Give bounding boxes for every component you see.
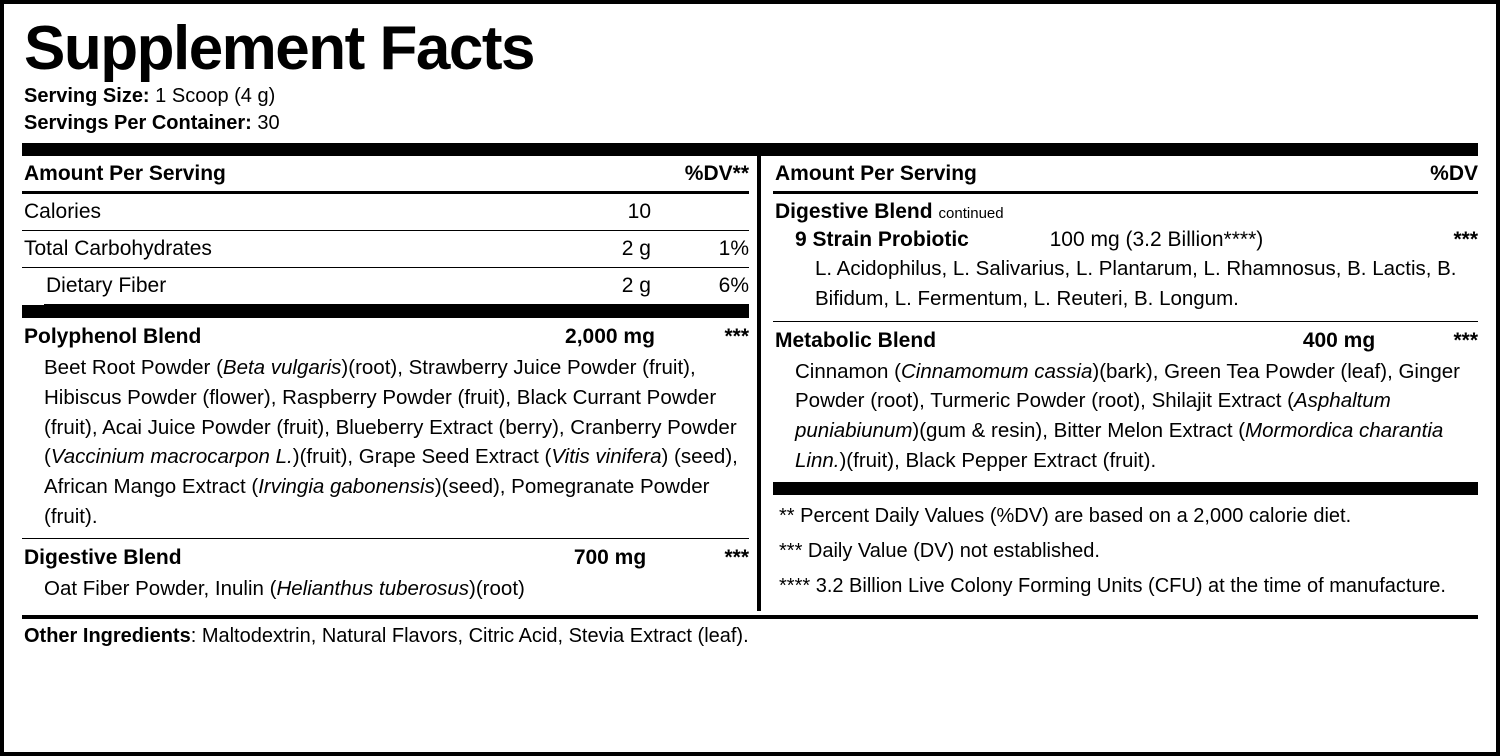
left-thick-rule bbox=[22, 305, 749, 318]
footnote-item: ** Percent Daily Values (%DV) are based on a 2,000 calorie diet. bbox=[779, 505, 1352, 528]
other-ingredients-label: Other Ingredients bbox=[24, 625, 191, 648]
blend-amount: 2,000 mg bbox=[565, 325, 655, 349]
left-column bbox=[22, 156, 757, 611]
blend-dv: *** bbox=[724, 546, 749, 570]
right-dv-header: %DV bbox=[1430, 162, 1478, 186]
right-thick-rule bbox=[773, 482, 1478, 495]
blend-name: Digestive Blend bbox=[775, 200, 933, 224]
polyphenol-blend-row bbox=[22, 318, 749, 351]
digestive-ingredients: Oat Fiber Powder, Inulin (Helianthus tuberosus)(root) bbox=[44, 577, 525, 601]
nutrient-name: Dietary Fiber bbox=[46, 274, 167, 298]
table-row bbox=[44, 268, 749, 305]
serving-size-value: 1 Scoop (4 g) bbox=[155, 85, 276, 108]
probiotic-strain-list: L. Acidophilus, L. Salivarius, L. Plantarum, L. Rhamnosus, B. Lactis, B. Bifidum, L. Fermentum, L. Reuteri, B. Longum. bbox=[773, 252, 1478, 321]
digestive-blend-row bbox=[22, 539, 749, 572]
column-divider bbox=[757, 156, 761, 611]
probiotic-name: 9 Strain Probiotic bbox=[795, 228, 969, 252]
footnote-item: **** 3.2 Billion Live Colony Forming Units (CFU) at the time of manufacture. bbox=[779, 575, 1446, 598]
blend-amount: 700 mg bbox=[573, 546, 647, 570]
footnote-item: *** Daily Value (DV) not established. bbox=[779, 540, 1100, 563]
blend-name: Metabolic Blend bbox=[775, 328, 937, 352]
left-header-row bbox=[22, 156, 749, 194]
right-column bbox=[767, 156, 1478, 611]
probiotic-row bbox=[773, 224, 1478, 252]
blend-dv: *** bbox=[724, 325, 749, 349]
servings-per-container-value: 30 bbox=[257, 112, 280, 135]
top-thick-rule bbox=[22, 143, 1478, 156]
continued-label: continued bbox=[938, 205, 1004, 223]
nutrient-name: Total Carbohydrates bbox=[24, 237, 212, 261]
footnotes bbox=[773, 499, 1478, 604]
other-ingredients-value: : Maltodextrin, Natural Flavors, Citric Acid, Stevia Extract (leaf). bbox=[190, 625, 749, 648]
polyphenol-ingredients: Beet Root Powder (Beta vulgaris)(root), Strawberry Juice Powder (fruit), Hibiscus Powder (flower), Raspberry Powder (fruit), Black Currant Powder (fruit), Acai Juice Powder (fruit), Blueberry Extract (berry), Cranberry Powder (Vaccinium macrocarpon L.)(fruit), Grape Seed Extract (Vitis vinifera) (seed), African Mango Extract (Irvingia gabonensis)(seed), Pomegranate Powder (fruit). bbox=[22, 351, 749, 539]
serving-size-label: Serving Size: bbox=[24, 85, 150, 108]
probiotic-amount: 100 mg (3.2 Billion****) bbox=[1049, 228, 1264, 252]
other-ingredients bbox=[24, 625, 1478, 650]
digestive-blend-continued-head bbox=[773, 194, 1478, 224]
nutrient-amount: 2 g bbox=[621, 274, 651, 298]
servings-per-container-line bbox=[24, 110, 1478, 137]
blend-name: Polyphenol Blend bbox=[24, 325, 202, 349]
other-ingredients-rule bbox=[22, 615, 1478, 619]
probiotic-dv: *** bbox=[1453, 228, 1478, 252]
blend-amount: 400 mg bbox=[1302, 328, 1376, 352]
right-amount-header: Amount Per Serving bbox=[775, 162, 977, 186]
nutrient-dv: 6% bbox=[718, 274, 749, 298]
page-title: Supplement Facts bbox=[24, 14, 534, 83]
right-header-row bbox=[773, 156, 1478, 194]
nutrient-dv: 1% bbox=[718, 237, 749, 261]
nutrient-name: Calories bbox=[24, 200, 102, 224]
nutrient-amount: 10 bbox=[627, 200, 651, 224]
facts-columns bbox=[22, 156, 1478, 611]
left-amount-header: Amount Per Serving bbox=[24, 162, 226, 186]
nutrient-amount: 2 g bbox=[621, 237, 651, 261]
left-dv-header: %DV** bbox=[684, 162, 749, 186]
metabolic-blend-row bbox=[773, 322, 1478, 355]
table-row bbox=[22, 194, 749, 231]
metabolic-ingredients: Cinnamon (Cinnamomum cassia)(bark), Green Tea Powder (leaf), Ginger Powder (root), Turmeric Powder (root), Shilajit Extract (Asphaltum puniabiunum)(gum & resin), Bitter Melon Extract (Mormordica charantia Linn.)(fruit), Black Pepper Extract (fruit). bbox=[795, 359, 1461, 472]
table-row bbox=[22, 231, 749, 268]
servings-per-container-label: Servings Per Container: bbox=[24, 112, 252, 135]
blend-dv: *** bbox=[1453, 328, 1478, 352]
serving-size-line bbox=[24, 83, 1478, 110]
blend-name: Digestive Blend bbox=[24, 546, 182, 570]
